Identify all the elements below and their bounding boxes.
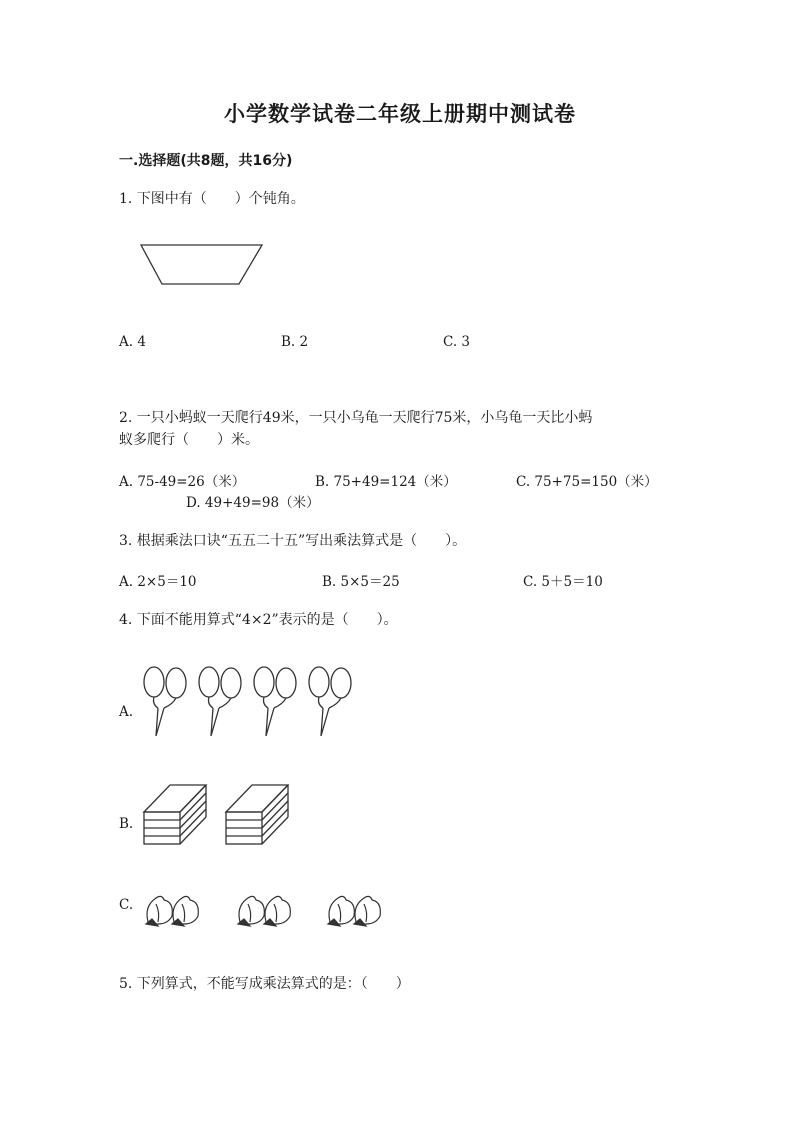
question-4-option-a[interactable]: A. (119, 704, 134, 720)
question-2-option-a[interactable]: A. 75-49=26（米） (119, 474, 246, 490)
question-4-option-c[interactable]: C. (119, 897, 134, 913)
question-2-text-line-2: 蚁多爬行（ ）米。 (119, 432, 259, 448)
question-3-option-b[interactable]: B. 5×5＝25 (322, 574, 400, 590)
question-1-option-c[interactable]: C. 3 (443, 334, 471, 350)
question-4-text: 4. 下面不能用算式“4×2”表示的是（ ）。 (119, 612, 398, 628)
stacks-figure (144, 782, 304, 848)
question-2-option-c[interactable]: C. 75+75=150（米） (516, 474, 658, 490)
question-3-option-a[interactable]: A. 2×5＝10 (119, 574, 197, 590)
question-2-option-d[interactable]: D. 49+49=98（米） (186, 495, 320, 511)
section-heading: 一.选择题(共8题，共16分) (119, 153, 293, 169)
peaches-figure (144, 892, 394, 932)
question-3-text: 3. 根据乘法口诀“五五二十五”写出乘法算式是（ ）。 (119, 533, 467, 549)
question-1-text: 1. 下图中有（ ）个钝角。 (119, 191, 305, 207)
question-3-option-c[interactable]: C. 5＋5＝10 (523, 574, 603, 590)
question-1-option-b[interactable]: B. 2 (281, 334, 309, 350)
question-1-option-a[interactable]: A. 4 (119, 334, 146, 350)
page-title: 小学数学试卷二年级上册期中测试卷 (224, 102, 576, 126)
trapezoid-figure (140, 244, 264, 286)
question-2-option-b[interactable]: B. 75+49=124（米） (315, 474, 457, 490)
question-2-text-line-1: 2. 一只小蚂蚁一天爬行49米，一只小乌龟一天爬行75米，小乌龟一天比小蚂 (119, 410, 593, 426)
question-5-text: 5. 下列算式，不能写成乘法算式的是：（ ） (119, 976, 410, 992)
balloons-figure (140, 664, 360, 740)
question-4-option-b[interactable]: B. (119, 816, 134, 832)
